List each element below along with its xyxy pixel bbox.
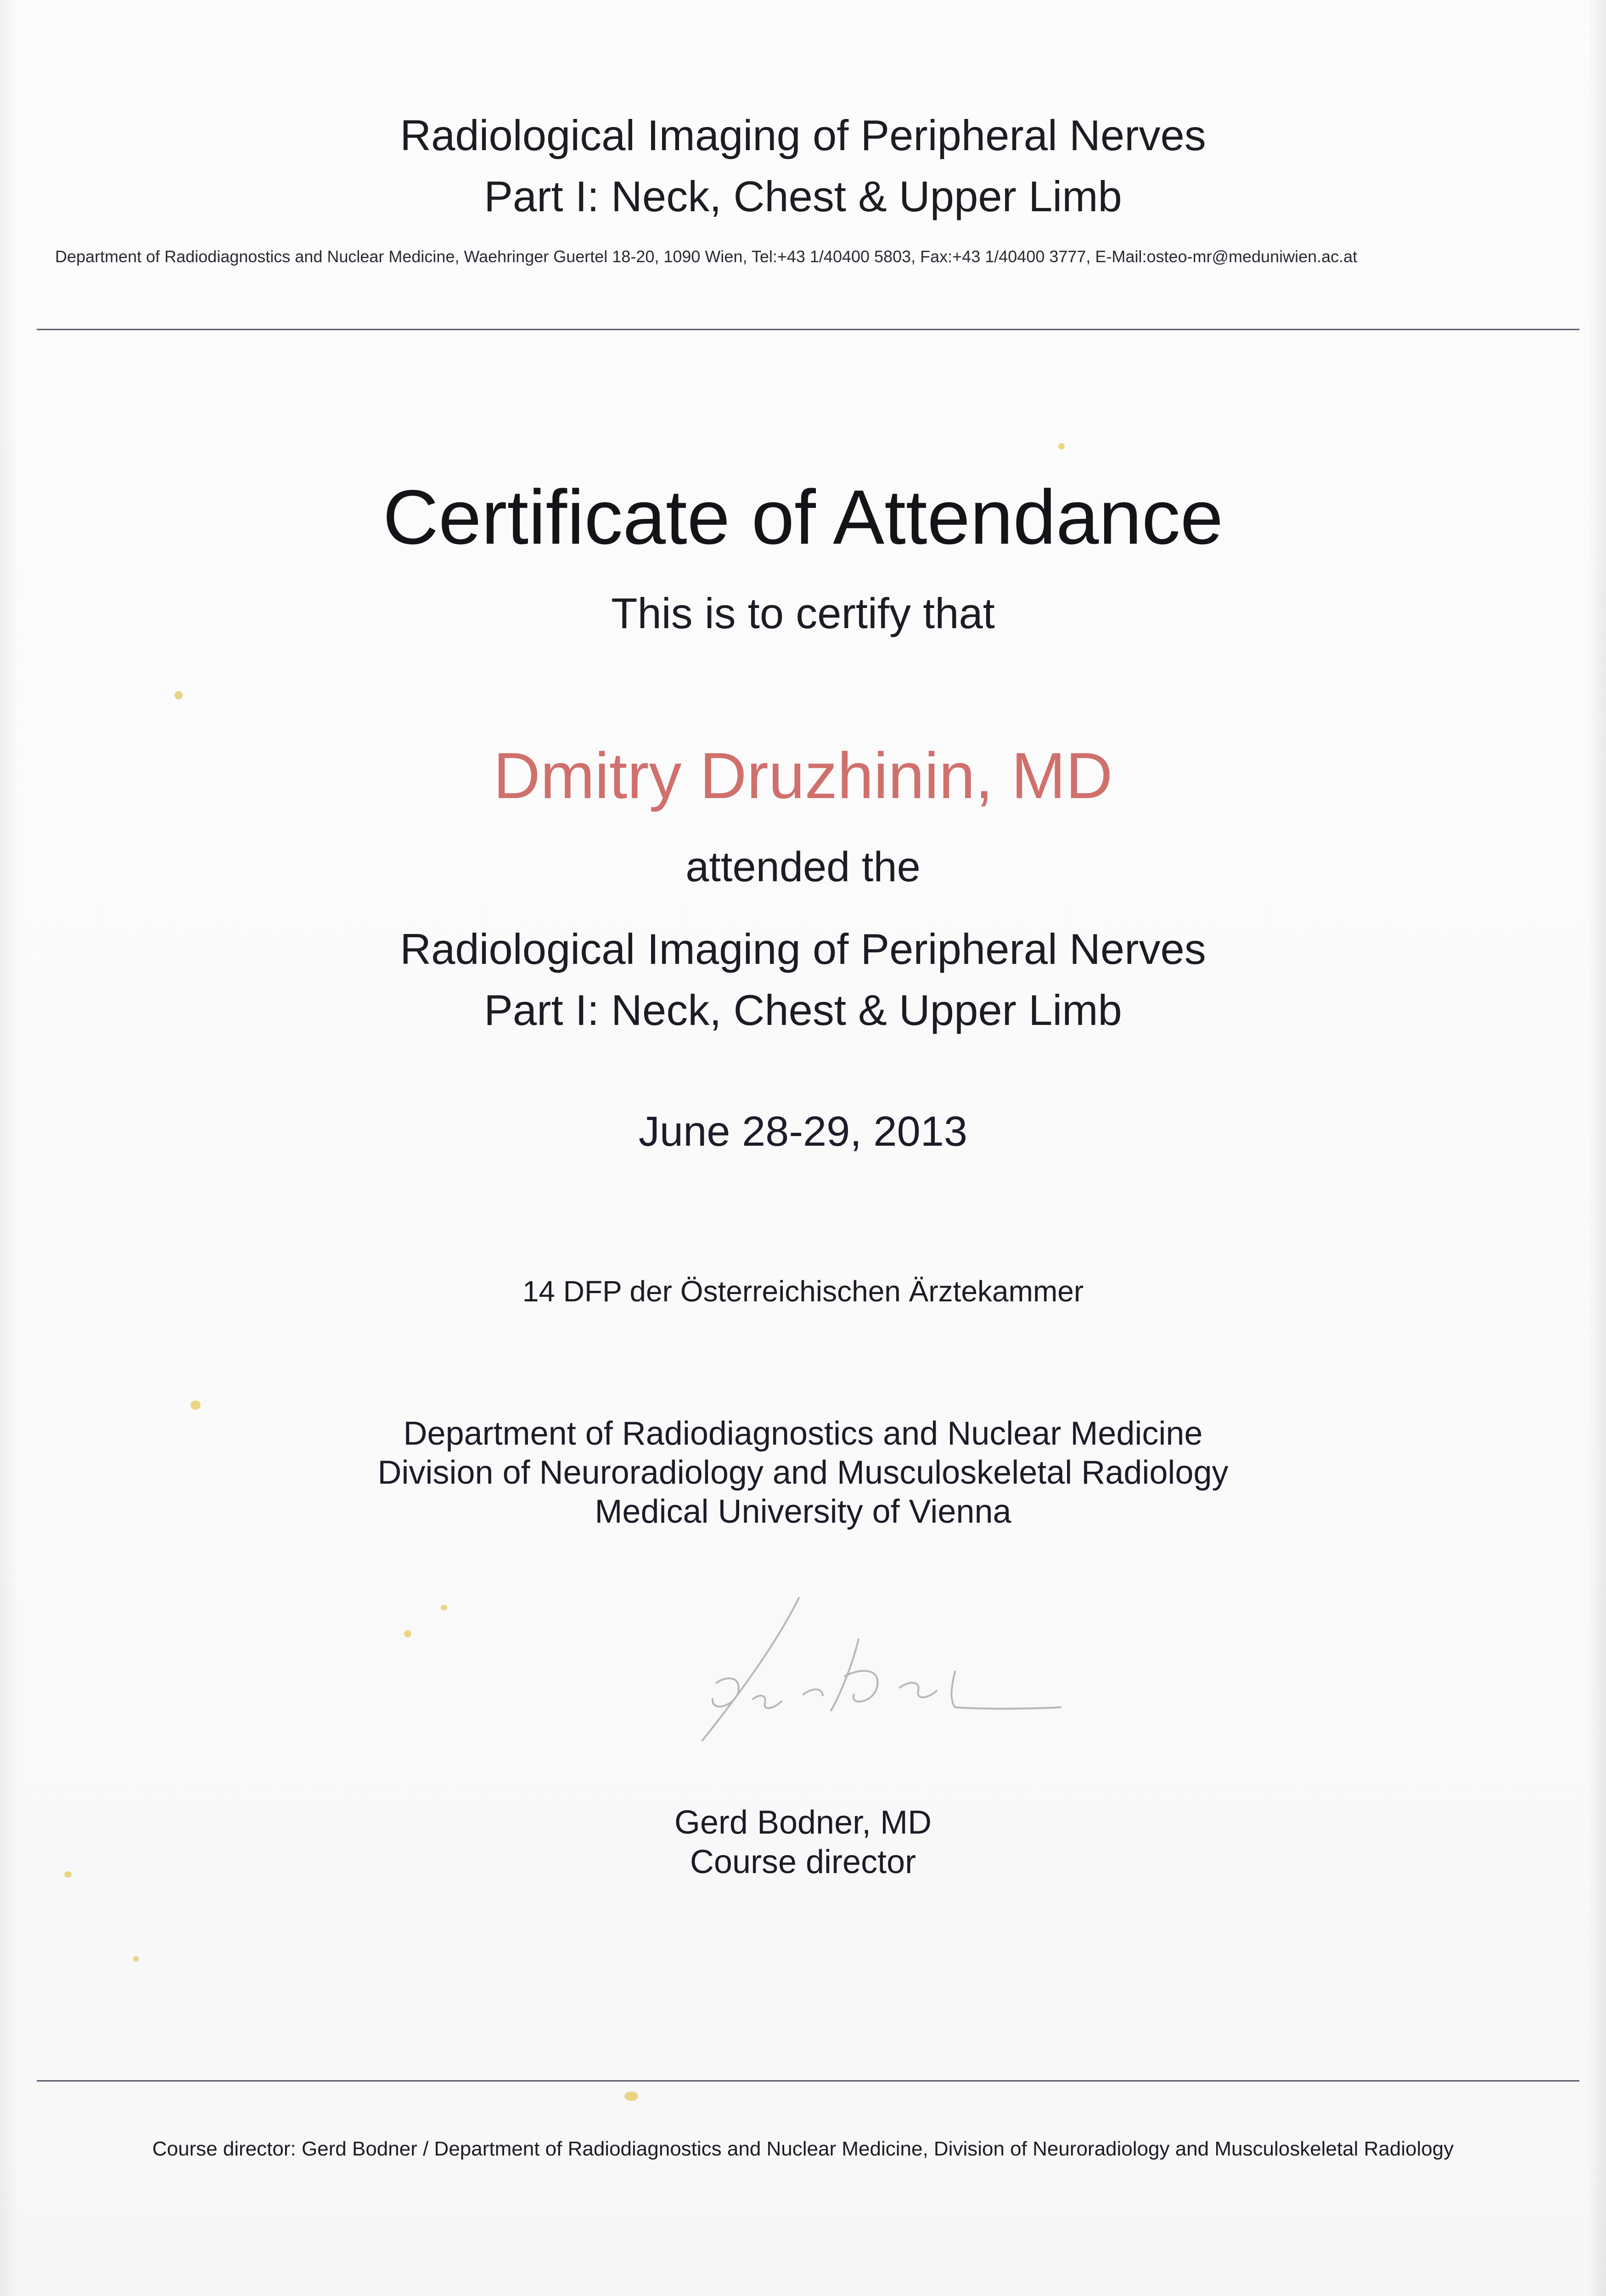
header-title-line2: Part I: Neck, Chest & Upper Limb: [484, 172, 1122, 221]
footer-text: Course director: Gerd Bodner / Department of Radiodiagnostics and Nuclear Medicine, Division of Neuroradiology and Musculoskeletal Radiology: [152, 2138, 1454, 2160]
paper-speck: [441, 1605, 447, 1610]
attended-line: attended the: [685, 844, 921, 890]
signature-image: [661, 1589, 1074, 1763]
credits-line: 14 DFP der Österreichischen Ärztekammer: [522, 1275, 1084, 1308]
course-title-line2: Part I: Neck, Chest & Upper Limb: [484, 986, 1122, 1035]
paper-speck: [404, 1630, 411, 1638]
paper-speck: [624, 2092, 638, 2101]
course-date: June 28-29, 2013: [638, 1108, 968, 1155]
certificate-title: Certificate of Attendance: [382, 474, 1224, 560]
institution-line1: Department of Radiodiagnostics and Nuclear Medicine: [403, 1415, 1203, 1452]
paper-speck: [1058, 443, 1065, 450]
institution-line2: Division of Neuroradiology and Musculoskeletal Radiology: [377, 1454, 1229, 1491]
course-title: [0, 918, 1606, 1041]
director-name: Gerd Bodner, MD: [674, 1804, 932, 1841]
institution-block: [0, 1414, 1606, 1531]
certify-line: This is to certify that: [611, 589, 995, 637]
header-title-line1: Radiological Imaging of Peripheral Nerves: [400, 111, 1206, 159]
paper-speck: [133, 1956, 139, 1962]
institution-line3: Medical University of Vienna: [595, 1493, 1011, 1530]
recipient-name: Dmitry Druzhinin, MD: [493, 739, 1113, 812]
header-course-title: [0, 105, 1606, 227]
paper-speck: [64, 1871, 72, 1878]
paper-speck: [174, 691, 183, 699]
header-address: Department of Radiodiagnostics and Nuclear Medicine, Waehringer Guertel 18-20, 1090 Wien, Tel:+43 1/40400 5803, Fax:+43 1/40400 3777, E-Mail:osteo-mr@meduniwien.ac.at: [55, 247, 1358, 266]
course-title-line1: Radiological Imaging of Peripheral Nerves: [400, 925, 1206, 973]
bottom-divider: [37, 2080, 1579, 2082]
top-divider: [37, 329, 1579, 330]
director-role: Course director: [690, 1844, 916, 1880]
paper-speck: [191, 1401, 201, 1410]
